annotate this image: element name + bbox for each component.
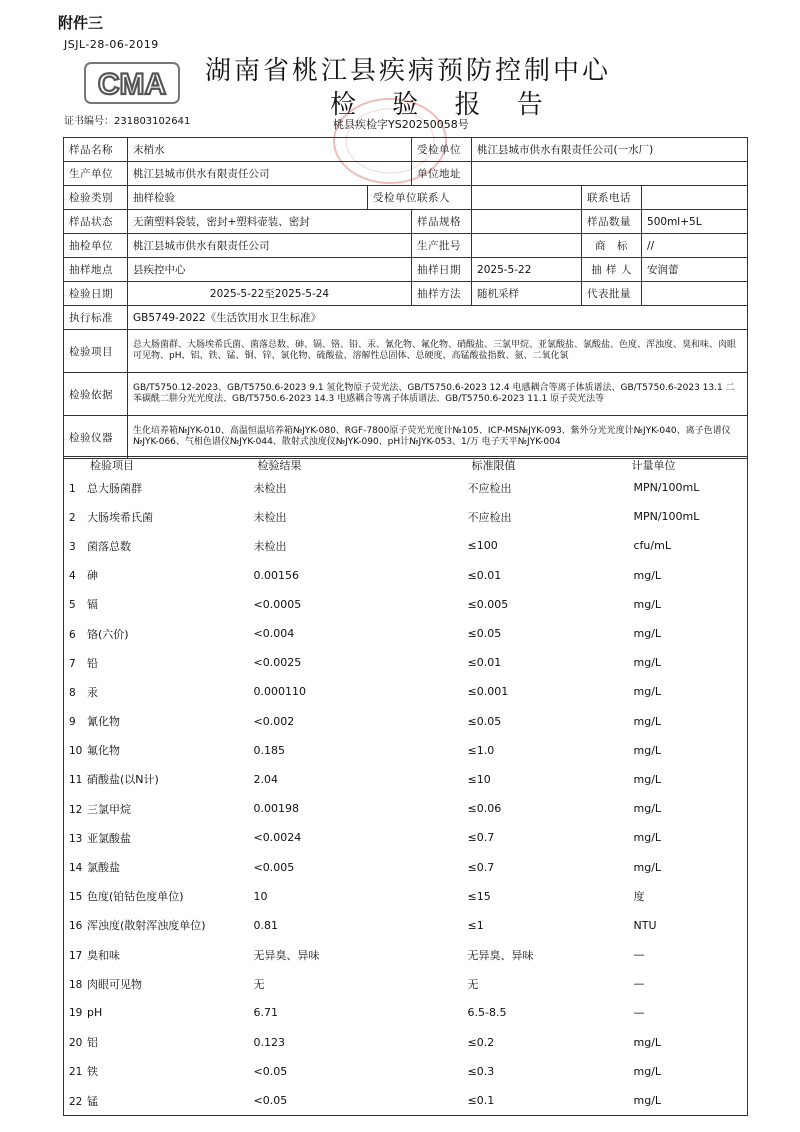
basis-value: GB/T5750.12-2023、GB/T5750.6-2023 9.1 氢化物原子荧光法、GB/T5750.6-2023 12.4 电感耦合等离子体质谱法、GB/T5750.6-2023 13.1 二苯碳酰二肼分光光度法、GB/T5750.6-2023 14.3 电感耦合等离子体质谱法、GB/T5750.6-2023 11.1 原子荧光法等 — [128, 373, 748, 416]
results-body — [64, 473, 748, 1116]
results-header-limit: 标准限值 — [468, 457, 628, 474]
method-value: 随机采样 — [472, 282, 582, 306]
organization-name: 湖南省桃江县疾病预防控制中心 — [205, 56, 612, 86]
batch-value — [472, 234, 582, 258]
result-limit: ≤1.0 — [467, 743, 495, 757]
rep-batch-value — [642, 282, 748, 306]
result-value: <0.005 — [253, 860, 295, 874]
results-header-row — [64, 457, 748, 474]
result-row — [64, 1028, 748, 1057]
result-item — [64, 502, 254, 531]
address-value — [472, 162, 748, 186]
result-unit: mg/L — [633, 627, 662, 641]
spec-label: 样品规格 — [412, 210, 472, 234]
result-unit: mg/L — [633, 1035, 662, 1049]
result-item-label: 硝酸盐(以N计) — [87, 773, 159, 787]
results-header-item: 检验项目 — [64, 457, 254, 474]
producer-label: 生产单位 — [64, 162, 128, 186]
info-row — [64, 282, 748, 306]
client-label: 受检单位 — [412, 138, 472, 162]
result-item-label: pH — [87, 1006, 103, 1020]
info-row — [64, 306, 748, 330]
phone-label: 联系电话 — [582, 186, 642, 210]
result-value: <0.05 — [253, 1094, 288, 1108]
result-unit: mg/L — [633, 714, 662, 728]
result-unit: 度 — [633, 890, 645, 904]
result-number: 9 — [69, 716, 76, 729]
result-value: 无 — [253, 977, 265, 991]
result-value: 无异臭、异味 — [253, 948, 320, 962]
result-number: 15 — [69, 891, 83, 904]
result-number: 7 — [69, 657, 76, 670]
result-row — [64, 473, 748, 502]
result-row — [64, 998, 748, 1027]
result-item-label: 总大肠菌群 — [87, 481, 142, 495]
result-item-label: 色度(铂钴色度单位) — [87, 890, 184, 904]
result-row — [64, 852, 748, 881]
result-number: 13 — [69, 832, 83, 845]
results-header-result: 检验结果 — [254, 457, 468, 474]
report-title: 检 验 报 告 — [330, 90, 557, 120]
result-row — [64, 590, 748, 619]
result-unit: MPN/100mL — [633, 510, 700, 524]
instruments-value: 生化培养箱№JYK-010、高温恒温培养箱№JYK-080、RGF-7800原子荧光光度计№105、ICP-MS№JYK-093、紫外分光光度计№JYK-040、离子色谱仪№JYK-066、气相色谱仪№JYK-044、散射式浊度仪№JYK-090、pH计№JYK-053、1/万 电子天平№JYK-004 — [128, 416, 748, 459]
cma-logo-text: CMA — [97, 68, 167, 101]
sample-date-label: 抽样日期 — [412, 258, 472, 282]
results-header-unit: 计量单位 — [628, 457, 748, 474]
result-row — [64, 969, 748, 998]
result-row — [64, 531, 748, 560]
result-number: 8 — [69, 686, 76, 699]
result-row — [64, 619, 748, 648]
result-item — [64, 1028, 254, 1057]
result-limit: ≤0.7 — [467, 860, 495, 874]
result-item — [64, 707, 254, 736]
test-date-label: 检验日期 — [64, 282, 128, 306]
result-unit: mg/L — [633, 568, 662, 582]
result-unit: — — [633, 1006, 645, 1020]
result-item-label: 氯酸盐 — [87, 861, 120, 875]
sample-date-value: 2025-5-22 — [472, 258, 582, 282]
result-limit: ≤0.7 — [467, 831, 495, 845]
result-item — [64, 736, 254, 765]
result-limit: ≤0.05 — [467, 627, 502, 641]
result-limit: 不应检出 — [467, 510, 512, 524]
results-table — [63, 456, 748, 1116]
result-number: 14 — [69, 862, 83, 875]
phone-value — [642, 186, 748, 210]
result-limit: ≤10 — [467, 772, 491, 786]
info-row — [64, 162, 748, 186]
standard-label: 执行标准 — [64, 306, 128, 330]
result-item-label: 氟化物 — [87, 744, 120, 758]
sampler-value: 安润蕾 — [642, 258, 748, 282]
result-limit: ≤0.05 — [467, 714, 502, 728]
result-row — [64, 561, 748, 590]
inspection-type-label: 检验类别 — [64, 186, 128, 210]
result-item — [64, 911, 254, 940]
result-item — [64, 648, 254, 677]
result-item-label: 锰 — [87, 1094, 98, 1108]
result-item-label: 铁 — [87, 1065, 98, 1079]
result-value: 6.71 — [253, 1006, 278, 1020]
result-unit: mg/L — [633, 831, 662, 845]
result-value: <0.002 — [253, 714, 295, 728]
info-row — [64, 373, 748, 416]
result-item-label: 氰化物 — [87, 715, 120, 729]
result-row — [64, 911, 748, 940]
location-value: 县疾控中心 — [128, 258, 412, 282]
result-limit: ≤0.01 — [467, 568, 502, 582]
result-item-label: 三氯甲烷 — [87, 802, 131, 816]
result-row — [64, 765, 748, 794]
result-row — [64, 1057, 748, 1086]
result-value: 10 — [253, 889, 268, 903]
info-row — [64, 330, 748, 373]
result-item-label: 镉 — [87, 598, 98, 612]
info-row — [64, 186, 748, 210]
info-row — [64, 416, 748, 459]
quantity-label: 样品数量 — [582, 210, 642, 234]
result-number: 20 — [69, 1037, 83, 1050]
client-value: 桃江县城市供水有限责任公司(一水厂) — [472, 138, 748, 162]
result-unit: — — [633, 977, 645, 991]
result-number: 11 — [69, 774, 83, 787]
result-unit: mg/L — [633, 1064, 662, 1078]
sampler-label: 抽 样 人 — [582, 258, 642, 282]
result-value: 未检出 — [253, 481, 287, 495]
result-item — [64, 765, 254, 794]
result-unit: mg/L — [633, 597, 662, 611]
result-row — [64, 882, 748, 911]
contact-person-label: 受检单位联系人 — [368, 186, 472, 210]
info-row — [64, 234, 748, 258]
result-item — [64, 677, 254, 706]
result-row — [64, 502, 748, 531]
producer-value: 桃江县城市供水有限责任公司 — [128, 162, 412, 186]
result-number: 1 — [69, 482, 76, 495]
basis-label: 检验依据 — [64, 373, 128, 416]
result-value: 0.00156 — [253, 568, 299, 582]
result-unit: mg/L — [633, 772, 662, 786]
result-value: 2.04 — [253, 772, 278, 786]
result-value: 0.123 — [253, 1035, 285, 1049]
result-number: 12 — [69, 803, 83, 816]
result-item — [64, 882, 254, 911]
result-value: <0.0024 — [253, 831, 302, 845]
result-limit: ≤0.3 — [467, 1064, 495, 1078]
result-unit: mg/L — [633, 656, 662, 670]
result-item — [64, 561, 254, 590]
result-number: 22 — [69, 1095, 83, 1108]
info-row — [64, 210, 748, 234]
sampled-unit-label: 抽检单位 — [64, 234, 128, 258]
result-row — [64, 940, 748, 969]
result-row — [64, 677, 748, 706]
result-item — [64, 531, 254, 560]
result-number: 16 — [69, 920, 83, 933]
result-item — [64, 940, 254, 969]
result-limit: ≤0.06 — [467, 802, 502, 816]
result-row — [64, 648, 748, 677]
brand-label: 商 标 — [582, 234, 642, 258]
result-item-label: 铝 — [87, 1036, 98, 1050]
result-number: 19 — [69, 1007, 83, 1020]
result-limit: 6.5-8.5 — [467, 1006, 507, 1020]
result-item — [64, 998, 254, 1027]
certificate-number: 证书编号：231803102641 — [64, 116, 191, 127]
result-number: 6 — [69, 628, 76, 641]
result-item — [64, 473, 254, 502]
result-item-label: 菌落总数 — [87, 539, 131, 553]
result-limit: ≤100 — [467, 539, 498, 553]
items-label: 检验项目 — [64, 330, 128, 373]
result-unit: mg/L — [633, 685, 662, 699]
report-number: 桃县疾检字YS20250058号 — [333, 118, 469, 131]
sample-state-value: 无菌塑料袋装，密封+塑料壶装、密封 — [128, 210, 412, 234]
sample-name-label: 样品名称 — [64, 138, 128, 162]
result-value: 未检出 — [253, 539, 287, 553]
result-number: 3 — [69, 540, 76, 553]
result-limit: ≤0.005 — [467, 597, 509, 611]
result-number: 18 — [69, 978, 83, 991]
result-row — [64, 794, 748, 823]
result-value: 0.000110 — [253, 685, 306, 699]
info-row — [64, 258, 748, 282]
result-unit: NTU — [633, 918, 657, 932]
result-unit: mg/L — [633, 1094, 662, 1108]
result-value: <0.004 — [253, 627, 295, 641]
result-value: 0.185 — [253, 743, 285, 757]
sample-name-value: 末梢水 — [128, 138, 412, 162]
result-item — [64, 590, 254, 619]
sample-state-label: 样品状态 — [64, 210, 128, 234]
result-number: 5 — [69, 599, 76, 612]
result-number: 4 — [69, 570, 76, 583]
info-row — [64, 138, 748, 162]
result-number: 2 — [69, 511, 76, 524]
result-item — [64, 852, 254, 881]
result-value: 未检出 — [253, 510, 287, 524]
batch-label: 生产批号 — [412, 234, 472, 258]
result-limit: ≤0.01 — [467, 656, 502, 670]
attachment-label: 附件三 — [58, 14, 104, 32]
result-item-label: 浑浊度(散射浑浊度单位) — [87, 919, 206, 933]
result-limit: ≤15 — [467, 889, 491, 903]
quantity-value: 500ml+5L — [642, 210, 748, 234]
result-item-label: 肉眼可见物 — [87, 977, 142, 991]
document-code: JSJL-28-06-2019 — [64, 38, 159, 51]
method-label: 抽样方法 — [412, 282, 472, 306]
result-item-label: 亚氯酸盐 — [87, 831, 131, 845]
result-item-label: 汞 — [87, 685, 98, 699]
result-value: <0.0025 — [253, 656, 302, 670]
result-unit: mg/L — [633, 860, 662, 874]
result-unit: mg/L — [633, 802, 662, 816]
rep-batch-label: 代表批量 — [582, 282, 642, 306]
result-row — [64, 707, 748, 736]
result-row — [64, 736, 748, 765]
cma-logo — [84, 62, 180, 104]
result-limit: ≤0.1 — [467, 1094, 495, 1108]
result-limit: 无 — [467, 977, 479, 991]
result-item — [64, 823, 254, 852]
brand-value: // — [642, 234, 748, 258]
result-unit: — — [633, 948, 645, 962]
result-item — [64, 1057, 254, 1086]
result-number: 17 — [69, 949, 83, 962]
result-item — [64, 969, 254, 998]
result-row — [64, 1086, 748, 1116]
result-item-label: 臭和味 — [87, 948, 120, 962]
result-value: <0.05 — [253, 1064, 288, 1078]
result-item — [64, 1086, 254, 1116]
spec-value — [472, 210, 582, 234]
result-item-label: 铅 — [87, 656, 98, 670]
result-unit: mg/L — [633, 743, 662, 757]
result-item — [64, 619, 254, 648]
result-item-label: 铬(六价) — [87, 627, 129, 641]
result-value: 0.00198 — [253, 802, 299, 816]
result-unit: MPN/100mL — [633, 481, 700, 495]
sampled-unit-value: 桃江县城市供水有限责任公司 — [128, 234, 412, 258]
location-label: 抽样地点 — [64, 258, 128, 282]
result-limit: ≤1 — [467, 918, 484, 932]
result-item — [64, 794, 254, 823]
items-value: 总大肠菌群、大肠埃希氏菌、菌落总数、砷、镉、铬、铅、汞、氰化物、氟化物、硝酸盐、三氯甲烷、亚氯酸盐、氯酸盐、色度、浑浊度、臭和味、肉眼可见物、pH、铝、铁、锰、铜、锌、氯化物、硫酸盐、溶解性总固体、总硬度、高锰酸盐指数、氨、二氧化氯 — [128, 330, 748, 373]
contact-person-value — [472, 186, 582, 210]
result-limit: 无异臭、异味 — [467, 948, 534, 962]
test-date-value: 2025-5-22至2025-5-24 — [128, 282, 412, 306]
result-item-label: 砷 — [87, 569, 98, 583]
instruments-label: 检验仪器 — [64, 416, 128, 459]
result-value: 0.81 — [253, 918, 278, 932]
result-row — [64, 823, 748, 852]
sample-info-table — [63, 137, 748, 459]
standard-value: GB5749-2022《生活饮用水卫生标准》 — [128, 306, 748, 330]
result-limit: 不应检出 — [467, 481, 512, 495]
result-value: <0.0005 — [253, 597, 302, 611]
result-number: 21 — [69, 1066, 83, 1079]
result-limit: ≤0.2 — [467, 1035, 495, 1049]
result-limit: ≤0.001 — [467, 685, 509, 699]
result-item-label: 大肠埃希氏菌 — [87, 510, 153, 524]
address-label: 单位地址 — [412, 162, 472, 186]
result-number: 10 — [69, 745, 83, 758]
inspection-type-value: 抽样检验 — [128, 186, 368, 210]
result-unit: cfu/mL — [633, 539, 671, 553]
